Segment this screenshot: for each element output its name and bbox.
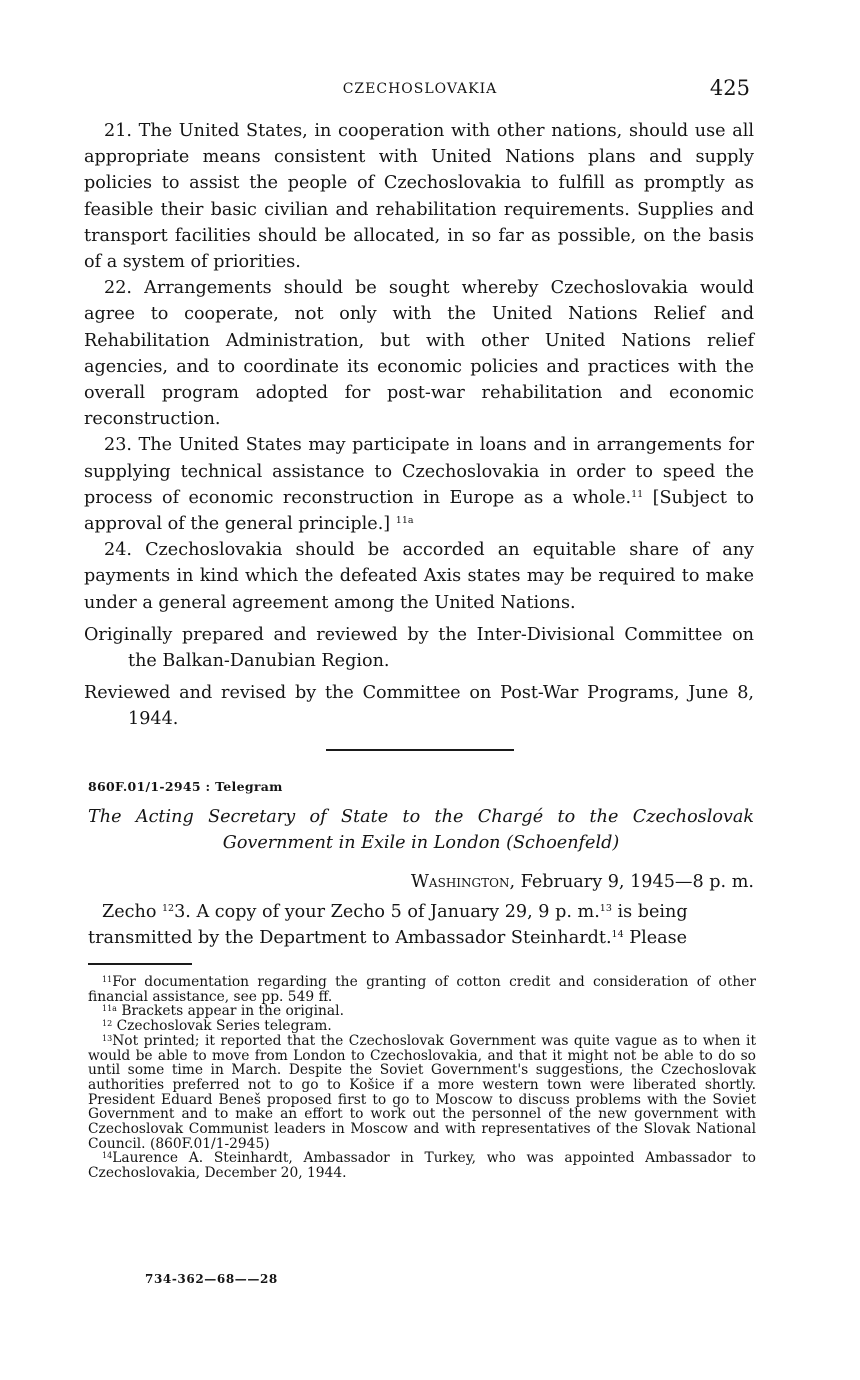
paragraph-21: 21. The United States, in cooperation with other nations, should use all appropriate means consistent with United Nations plans and supply policies to assist the people of Czechoslovakia to fulfill as promptly as feasible their basic civilian and rehabilitation requirements. Supplies and transport facilities should be allocated, in so far as possible, on the basis of a system of priorities. (84, 121, 754, 273)
footnote-mark: 12 (102, 1019, 113, 1029)
footnote-14 (88, 1151, 756, 1180)
footnote-mark: 11a (102, 1004, 117, 1014)
preparation-note: Originally prepared and reviewed by the Inter-Divisional Committee on the Balkan-Danubian Region. (84, 624, 754, 672)
footnote-mark: 11 (102, 975, 113, 984)
dateline (411, 872, 754, 892)
telegram-transmitted-text: transmitted by the Department to Ambassador Steinhardt. (88, 928, 612, 949)
telegram-line-2 (88, 925, 754, 951)
paragraph-23-text: 23. The United States may participate in loans and in arrangements for supplying technical assistance to Czechoslovakia in order to speed the process of economic reconstruction in Europe as a whole. (84, 435, 754, 508)
footnote-ref-12: 12 (162, 903, 175, 914)
footnote-text: Laurence A. Steinhardt, Ambassador in Turkey, who was appointed Ambassador to Czechoslovakia, December 20, 1944. (88, 1150, 756, 1182)
footnote-mark: 14 (102, 1151, 113, 1161)
bracket-text: [Subject to approval of the general principle.] (84, 487, 754, 535)
dateline-place: Washington, (410, 872, 516, 892)
footnote-text: Not printed; it reported that the Czechoslovak Government was quite vague as to when it would be able to move from London to Czechoslovakia, and that it might not be able to do so until some time in March. Despite the Soviet Government's suggestions, the Czechoslovak authorities preferred not to go to Košice if a more western town were liberated shortly. President Eduard Beneš proposed first to go to Moscow to discuss problems with the Soviet Government and to make an effort to work out the personnel of the new government with Czechoslovak Communist leaders in Moscow and with representatives of the Slovak National Council. (860F.01/1-2945) (88, 1032, 756, 1152)
document-title-line-1: The Acting Secretary of State to the Chargé to the Czechoslovak (88, 807, 754, 827)
footnote-12 (88, 1019, 756, 1034)
paragraph-23 (84, 432, 754, 537)
telegram-text (88, 899, 754, 951)
footnote-mark: 13 (102, 1033, 113, 1043)
footnote-rule (88, 963, 192, 965)
paragraph-24: 24. Czechoslovakia should be accorded an equitable share of any payments in kind which the defeated Axis states may be required to make under a general agreement among the United Nations. (84, 540, 754, 613)
footnote-ref-11a: 11a (395, 515, 414, 527)
telegram-zecho: Zecho (102, 902, 157, 922)
running-head: CZECHOSLOVAKIA (342, 81, 498, 97)
telegram-being-text: is being (617, 902, 688, 922)
page-number: 425 (709, 76, 750, 100)
footnote-ref-11: 11 (631, 488, 644, 500)
telegram-please-text: Please (629, 928, 688, 949)
footnote-11a (88, 1004, 756, 1019)
footnote-text: For documentation regarding the granting of cotton credit and consideration of other financial assistance, see pp. 549 ff. (88, 974, 756, 1005)
paragraph-22: 22. Arrangements should be sought whereby Czechoslovakia would agree to cooperate, not only with the United Nations Relief and Rehabilitation Administration, but with other United Nations relief agencies, and to coordinate its economic policies and practices with the overall program adopted for post-war rehabilitation and economic reconstruction. (84, 278, 754, 430)
footnote-13 (88, 1034, 756, 1152)
document-title-line-2: Government in Exile in London (Schoenfeld) (222, 833, 620, 853)
footnote-text: Brackets appear in the original. (121, 1003, 344, 1020)
footnote-11 (88, 975, 756, 1004)
body-text (84, 118, 754, 733)
dateline-date: February 9, 1945—8 p. m. (520, 872, 754, 892)
footnotes (88, 975, 756, 1181)
review-note: Reviewed and revised by the Committee on Post-War Programs, June 8, 1944. (84, 683, 754, 730)
footnote-ref-14: 14 (611, 929, 624, 941)
section-divider (326, 749, 514, 751)
footnote-ref-13: 13 (599, 903, 612, 914)
telegram-line-1 (88, 899, 754, 925)
document-title (88, 804, 754, 856)
page-header (86, 76, 754, 106)
footnote-text: Czechoslovak Series telegram. (116, 1018, 332, 1035)
print-code: 734-362—68——28 (145, 1272, 278, 1286)
telegram-copy-text: 3. A copy of your Zecho 5 of January 29, 9 p. m. (174, 902, 600, 922)
file-number: 860F.01/1-2945 : Telegram (88, 779, 283, 794)
